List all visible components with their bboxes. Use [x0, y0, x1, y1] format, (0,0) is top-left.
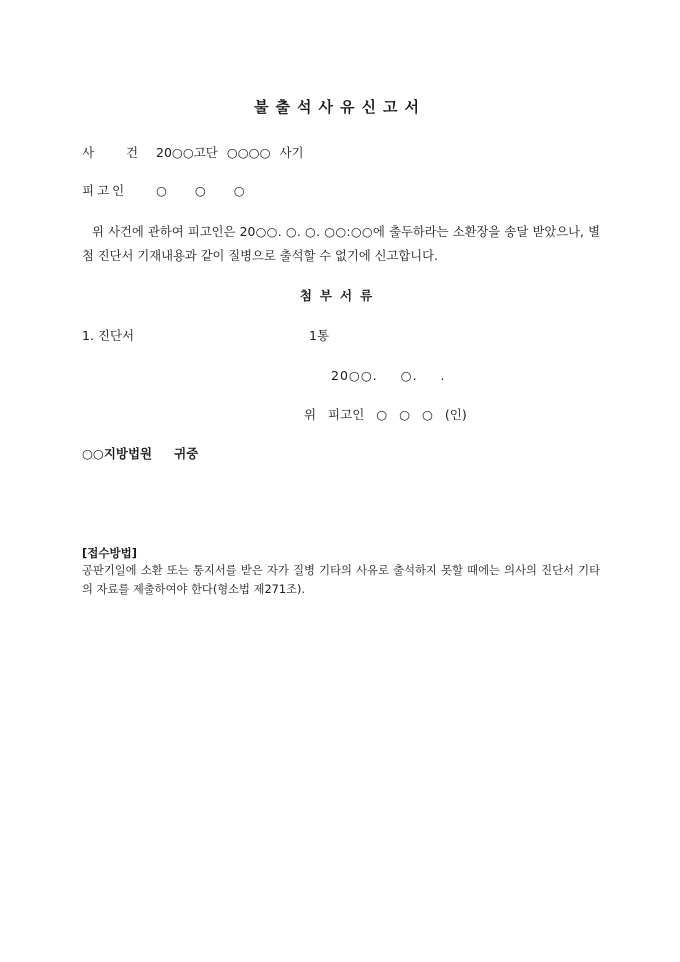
defendant-row	[82, 181, 245, 199]
attachment-item-name: 1. 진단서	[82, 328, 135, 343]
body-paragraph: 위 사건에 관하여 피고인은 20○○. ○. ○. ○○:○○에 출두하라는 소환장을 송달 받았으나, 별첨 진단서 기재내용과 같이 질병으로 출석할 수 없기에 신고합니다.	[82, 225, 600, 263]
filing-method-title: [접수방법]	[82, 546, 137, 560]
court-suffix: 귀중	[174, 446, 199, 461]
document-date: 20○○. ○. .	[331, 368, 446, 383]
case-label: 사 건	[82, 145, 153, 160]
filing-method-text: 공판기일에 소환 또는 통지서를 받은 자가 질병 기타의 사유로 출석하지 못할 때에는 의사의 진단서 기타의 자료를 제출하여야 한다(형소법 제271조).	[82, 564, 600, 596]
case-value: 20○○고단 ○○○○ 사기	[156, 145, 304, 160]
court-name: ○○지방법원	[82, 446, 153, 461]
defendant-label: 피고인	[82, 183, 128, 198]
court-addressee	[82, 444, 198, 462]
defendant-value: ○ ○ ○	[156, 183, 245, 198]
document-title: 불출석사유신고서	[254, 98, 426, 116]
case-row	[82, 143, 304, 161]
signature-line: 위 피고인 ○ ○ ○ (인)	[304, 407, 467, 422]
attachments-title: 첨부서류	[299, 288, 381, 303]
attachment-item-qty: 1통	[309, 328, 330, 343]
